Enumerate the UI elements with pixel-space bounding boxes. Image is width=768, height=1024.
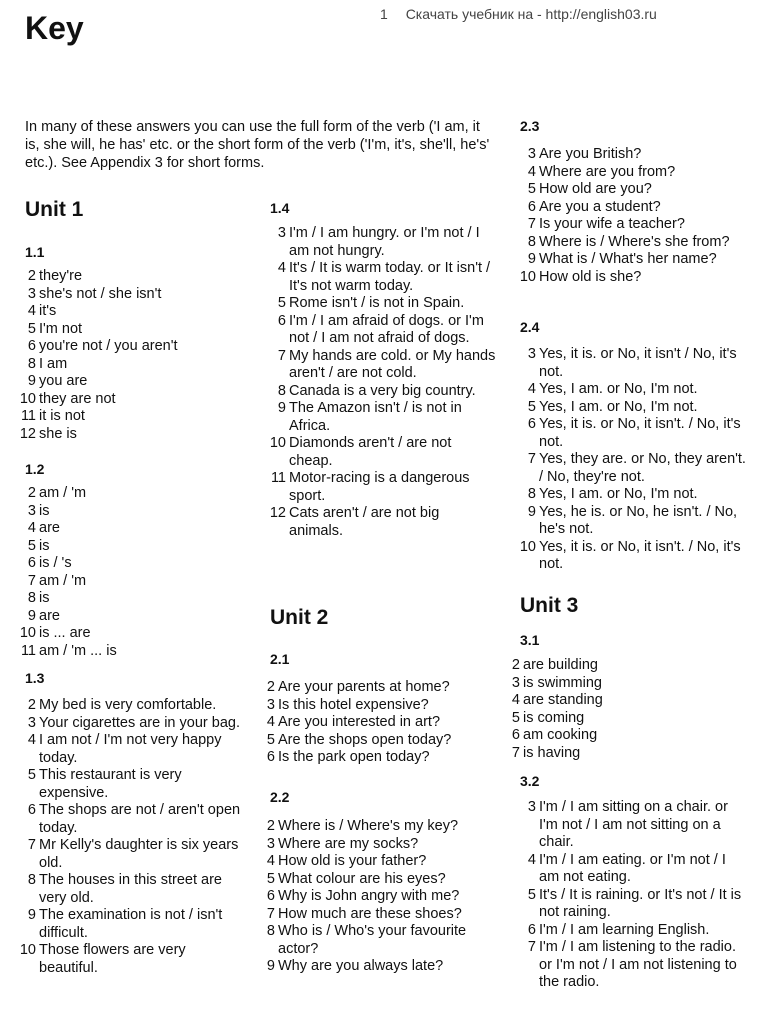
answer-number: 11 (20, 408, 36, 424)
answer-text: Yes, he is. or No, he isn't. / No, he's not. (539, 503, 738, 537)
answer-number: 9 (527, 503, 536, 520)
answer-number: 12 (19, 425, 36, 442)
answer-text: they're (39, 268, 83, 284)
section-2-3-list (518, 146, 748, 286)
answer-item (518, 939, 743, 992)
answer-item (18, 802, 248, 837)
answer-text: Are the shops open today? (278, 731, 452, 748)
answer-number: 8 (27, 590, 36, 606)
answer-number: 6 (266, 888, 275, 904)
answer-text: it is not (39, 408, 85, 424)
answer-item (518, 852, 743, 887)
section-3-2-title: 3.2 (520, 773, 540, 789)
answer-text: is swimming (523, 674, 602, 691)
answer-text: am / 'm (39, 572, 87, 589)
section-1-3-list (18, 697, 248, 977)
answer-item (18, 338, 243, 356)
answer-number: 5 (27, 767, 36, 783)
answer-item (257, 888, 497, 906)
answer-item (502, 745, 742, 763)
answer-text: Why are you always late? (278, 958, 444, 974)
answer-text: Your cigarettes are in your bag. (39, 714, 240, 731)
answer-text: How old is she? (539, 268, 642, 285)
answer-number: 4 (527, 163, 536, 180)
answer-item (18, 520, 243, 538)
answer-number: 7 (27, 572, 36, 589)
answer-item (268, 383, 496, 401)
answer-number: 7 (527, 939, 536, 955)
answer-number: 8 (527, 486, 536, 502)
intro-text: In many of these answers you can use the full form of the verb ('I am, it is, she will, he has' etc. or the short form of the verb ('I'm, it's, she'll, he's' etc.). See Appendix 3 for short forms. (25, 119, 490, 171)
answer-item (18, 608, 243, 626)
section-1-4-list (268, 225, 496, 540)
answer-text: you're not / you aren't (39, 338, 178, 354)
answer-text: Where is / Where's my key? (278, 818, 459, 834)
answer-item (18, 942, 248, 977)
answer-item (518, 199, 748, 217)
answer-item (18, 555, 243, 573)
answer-number: 12 (269, 505, 286, 521)
answer-text: I am (39, 355, 68, 372)
unit-3-heading: Unit 3 (520, 594, 579, 617)
answer-item (257, 923, 497, 958)
answer-number: 6 (511, 727, 520, 743)
answer-number: 3 (266, 835, 275, 852)
answer-text: Who is / Who's your favourite actor? (278, 923, 467, 957)
answer-item (18, 268, 243, 286)
answer-text: it's (39, 303, 57, 319)
answer-number: 3 (511, 674, 520, 691)
answer-text: is (39, 502, 50, 519)
answer-text: Is your wife a teacher? (539, 216, 685, 232)
answer-number: 5 (527, 181, 536, 197)
answer-text: It's / It is warm today. or It isn't / It's not warm today. (289, 260, 491, 294)
answer-item (18, 538, 243, 556)
answer-text: I'm / I am eating. or I'm not / I am not eating. (539, 851, 726, 885)
answer-number: 4 (266, 714, 275, 730)
answer-text: she's not / she isn't (39, 285, 162, 302)
answer-text: they are not (39, 390, 116, 407)
answer-item (257, 906, 497, 924)
answer-text: Yes, it is. or No, it isn't / No, it's not. (539, 346, 737, 380)
answer-item (257, 958, 497, 976)
answer-number: 10 (19, 625, 36, 641)
answer-item (18, 907, 248, 942)
answer-text: My hands are cold. or My hands aren't / are not cold. (289, 347, 496, 381)
answer-number: 2 (266, 818, 275, 834)
section-2-3-title: 2.3 (520, 118, 540, 134)
answer-item (502, 657, 742, 675)
section-1-2-list (18, 485, 243, 660)
answer-number: 3 (527, 799, 536, 815)
answer-text: am / 'm ... is (39, 642, 117, 659)
answer-item (18, 373, 243, 391)
answer-number: 6 (527, 416, 536, 432)
answer-text: are standing (523, 692, 603, 708)
answer-item (268, 470, 496, 505)
answer-item (518, 234, 748, 252)
section-2-4-list (518, 346, 748, 574)
answer-text: I'm / I am hungry. or I'm not / I am not hungry. (289, 225, 480, 259)
answer-item (518, 451, 748, 486)
answer-text: It's / It is raining. or It's not / It is not raining. (539, 886, 742, 920)
answer-item (518, 164, 748, 182)
answer-text: are building (523, 657, 598, 673)
answer-text: Diamonds aren't / are not cheap. (289, 435, 452, 469)
answer-item (268, 225, 496, 260)
section-3-2-list (518, 799, 743, 992)
answer-text: am cooking (523, 727, 598, 743)
answer-number: 5 (27, 537, 36, 554)
answer-text: My bed is very comfortable. (39, 697, 217, 713)
answer-number: 8 (527, 233, 536, 250)
answer-item (502, 710, 742, 728)
answer-text: Where are you from? (539, 163, 676, 180)
unit-2-heading: Unit 2 (270, 606, 329, 629)
answer-number: 4 (511, 692, 520, 708)
answer-item (18, 485, 243, 503)
answer-item (518, 346, 748, 381)
answer-number: 10 (19, 390, 36, 407)
answer-text: Yes, it is. or No, it isn't. / No, it's not. (539, 416, 741, 450)
answer-text: am / 'm (39, 485, 87, 501)
answer-text: are (39, 520, 60, 536)
section-1-2-title: 1.2 (25, 461, 45, 477)
answer-number: 9 (27, 607, 36, 624)
answer-item (18, 767, 248, 802)
answer-item (18, 872, 248, 907)
answer-text: The Amazon isn't / is not in Africa. (289, 400, 462, 434)
answer-item (18, 503, 243, 521)
answer-item (268, 400, 496, 435)
answer-item (268, 348, 496, 383)
answer-number: 5 (527, 886, 536, 903)
section-3-1-title: 3.1 (520, 632, 540, 648)
answer-item (18, 356, 243, 374)
answer-item (18, 732, 248, 767)
answer-number: 11 (270, 470, 286, 486)
answer-item (518, 146, 748, 164)
answer-item (268, 505, 496, 540)
answer-text: This restaurant is very expensive. (39, 767, 182, 801)
answer-item (268, 435, 496, 470)
answer-item (268, 295, 496, 313)
answer-item (257, 871, 497, 889)
answer-number: 2 (27, 485, 36, 501)
answer-item (18, 643, 243, 661)
answer-item (518, 504, 748, 539)
answer-text: is having (523, 744, 581, 761)
answer-number: 8 (277, 382, 286, 399)
answer-number: 9 (277, 400, 286, 416)
answer-item (518, 216, 748, 234)
answer-text: Mr Kelly's daughter is six years old. (39, 837, 239, 871)
answer-item (268, 260, 496, 295)
answer-item (502, 675, 742, 693)
answer-number: 9 (527, 251, 536, 267)
answer-text: Those flowers are very beautiful. (39, 942, 186, 976)
answer-number: 3 (266, 696, 275, 713)
answer-text: is (39, 537, 50, 554)
answer-text: Are you interested in art? (278, 714, 441, 730)
answer-text: is ... are (39, 625, 91, 641)
answer-number: 6 (27, 555, 36, 571)
answer-number: 10 (19, 942, 36, 958)
answer-item (518, 416, 748, 451)
answer-item (18, 697, 248, 715)
answer-number: 6 (527, 921, 536, 938)
answer-text: Yes, they are. or No, they aren't. / No, they're not. (539, 451, 746, 485)
answer-number: 4 (527, 851, 536, 868)
answer-text: Are you a student? (539, 198, 661, 215)
answer-number: 10 (519, 268, 536, 285)
answer-text: I'm not (39, 320, 83, 337)
answer-number: 3 (27, 714, 36, 731)
answer-number: 6 (27, 802, 36, 818)
answer-item (268, 313, 496, 348)
answer-text: Are your parents at home? (278, 679, 450, 695)
answer-text: Canada is a very big country. (289, 382, 476, 399)
answer-number: 4 (27, 520, 36, 536)
answer-number: 3 (27, 502, 36, 519)
answer-number: 4 (527, 381, 536, 397)
answer-number: 5 (511, 709, 520, 726)
answer-item (518, 269, 748, 287)
answer-number: 7 (27, 837, 36, 853)
answer-text: is (39, 590, 50, 606)
answer-number: 8 (266, 923, 275, 939)
section-2-2-title: 2.2 (270, 789, 290, 805)
answer-item (257, 749, 497, 767)
answer-item (518, 381, 748, 399)
answer-text: is / 's (39, 555, 72, 571)
answer-number: 8 (27, 872, 36, 888)
answer-item (518, 251, 748, 269)
answer-item (518, 887, 743, 922)
answer-item (18, 303, 243, 321)
answer-text: you are (39, 373, 88, 389)
answer-number: 2 (266, 679, 275, 695)
answer-number: 6 (266, 749, 275, 765)
section-2-1-list (257, 679, 497, 767)
answer-item (257, 697, 497, 715)
answer-text: I'm / I am learning English. (539, 921, 710, 938)
answer-item (518, 922, 743, 940)
answer-number: 7 (277, 347, 286, 364)
answer-text: The examination is not / isn't difficult. (39, 907, 223, 941)
answer-item (257, 853, 497, 871)
answer-text: What colour are his eyes? (278, 870, 446, 887)
answer-item (18, 321, 243, 339)
answer-number: 10 (519, 538, 536, 555)
answer-text: Yes, I am. or No, I'm not. (539, 398, 698, 415)
answer-text: How old are you? (539, 181, 652, 197)
answer-text: are (39, 607, 60, 624)
answer-item (257, 714, 497, 732)
answer-item (502, 692, 742, 710)
answer-item (257, 679, 497, 697)
page-header (380, 6, 671, 22)
answer-item (518, 181, 748, 199)
answer-number: 5 (527, 398, 536, 415)
answer-number: 3 (527, 146, 536, 162)
answer-text: she is (39, 425, 77, 442)
answer-item (518, 486, 748, 504)
answer-number: 5 (27, 320, 36, 337)
answer-number: 4 (27, 303, 36, 319)
answer-number: 5 (266, 870, 275, 887)
answer-number: 4 (266, 853, 275, 869)
answer-number: 9 (266, 958, 275, 974)
unit-1-heading: Unit 1 (25, 198, 84, 221)
answer-number: 3 (27, 285, 36, 302)
section-1-4-title: 1.4 (270, 200, 290, 216)
answer-number: 2 (511, 657, 520, 673)
answer-item (18, 426, 243, 444)
answer-number: 2 (27, 268, 36, 284)
answer-text: I'm / I am sitting on a chair. or I'm not / I am not sitting on a chair. (539, 799, 728, 850)
answer-text: Where are my socks? (278, 835, 419, 852)
answer-text: Yes, I am. or No, I'm not. (539, 486, 698, 502)
section-2-2-list (257, 818, 497, 976)
answer-item (18, 625, 243, 643)
answer-text: Yes, it is. or No, it isn't. / No, it's not. (539, 538, 741, 572)
answer-number: 11 (20, 642, 36, 659)
answer-text: The shops are not / aren't open today. (39, 802, 241, 836)
answer-number: 7 (527, 216, 536, 232)
answer-number: 3 (527, 346, 536, 362)
section-2-1-title: 2.1 (270, 651, 290, 667)
answer-text: Are you British? (539, 146, 642, 162)
answer-item (18, 286, 243, 304)
page-title: Key (25, 10, 84, 46)
section-2-4-title: 2.4 (520, 319, 540, 335)
answer-number: 3 (277, 225, 286, 241)
answer-item (518, 799, 743, 852)
answer-number: 2 (27, 697, 36, 713)
answer-text: is coming (523, 709, 585, 726)
answer-number: 9 (27, 373, 36, 389)
answer-number: 5 (277, 295, 286, 311)
answer-item (518, 539, 748, 574)
answer-item (257, 836, 497, 854)
answer-text: The houses in this street are very old. (39, 872, 222, 906)
section-1-1-title: 1.1 (25, 244, 45, 260)
answer-number: 9 (27, 907, 36, 923)
answer-item (257, 732, 497, 750)
answer-text: Is this hotel expensive? (278, 696, 429, 713)
answer-number: 6 (277, 312, 286, 329)
answer-item (18, 590, 243, 608)
answer-text: What is / What's her name? (539, 251, 717, 267)
answer-number: 5 (266, 731, 275, 748)
answer-item (18, 715, 248, 733)
answer-text: I'm / I am listening to the radio. or I'm not / I am not listening to the radio. (539, 939, 737, 990)
answer-number: 6 (27, 338, 36, 354)
answer-text: I'm / I am afraid of dogs. or I'm not / I am not afraid of dogs. (289, 312, 484, 346)
answer-item (518, 399, 748, 417)
answer-item (18, 573, 243, 591)
answer-item (18, 408, 243, 426)
answer-text: Yes, I am. or No, I'm not. (539, 381, 698, 397)
answer-text: Cats aren't / are not big animals. (289, 505, 440, 539)
answer-text: Motor-racing is a dangerous sport. (289, 470, 470, 504)
answer-text: Rome isn't / is not in Spain. (289, 295, 465, 311)
section-1-3-title: 1.3 (25, 670, 45, 686)
answer-item (18, 837, 248, 872)
download-link[interactable]: Скачать учебник на - http://english03.ru (405, 6, 657, 22)
answer-text: Is the park open today? (278, 749, 430, 765)
answer-text: I am not / I'm not very happy today. (39, 732, 222, 766)
section-1-1-list (18, 268, 243, 443)
answer-number: 7 (511, 744, 520, 761)
answer-number: 4 (277, 260, 286, 276)
answer-item (257, 818, 497, 836)
answer-text: Why is John angry with me? (278, 888, 460, 904)
answer-text: How much are these shoes? (278, 905, 462, 922)
page-number: 1 (380, 6, 388, 22)
answer-number: 4 (27, 732, 36, 748)
answer-text: Where is / Where's she from? (539, 233, 730, 250)
section-3-1-list (502, 657, 742, 762)
answer-number: 7 (527, 451, 536, 467)
answer-number: 6 (527, 198, 536, 215)
answer-text: How old is your father? (278, 853, 427, 869)
answer-item (502, 727, 742, 745)
answer-number: 10 (269, 435, 286, 451)
answer-number: 7 (266, 905, 275, 922)
answer-number: 8 (27, 355, 36, 372)
answer-item (18, 391, 243, 409)
